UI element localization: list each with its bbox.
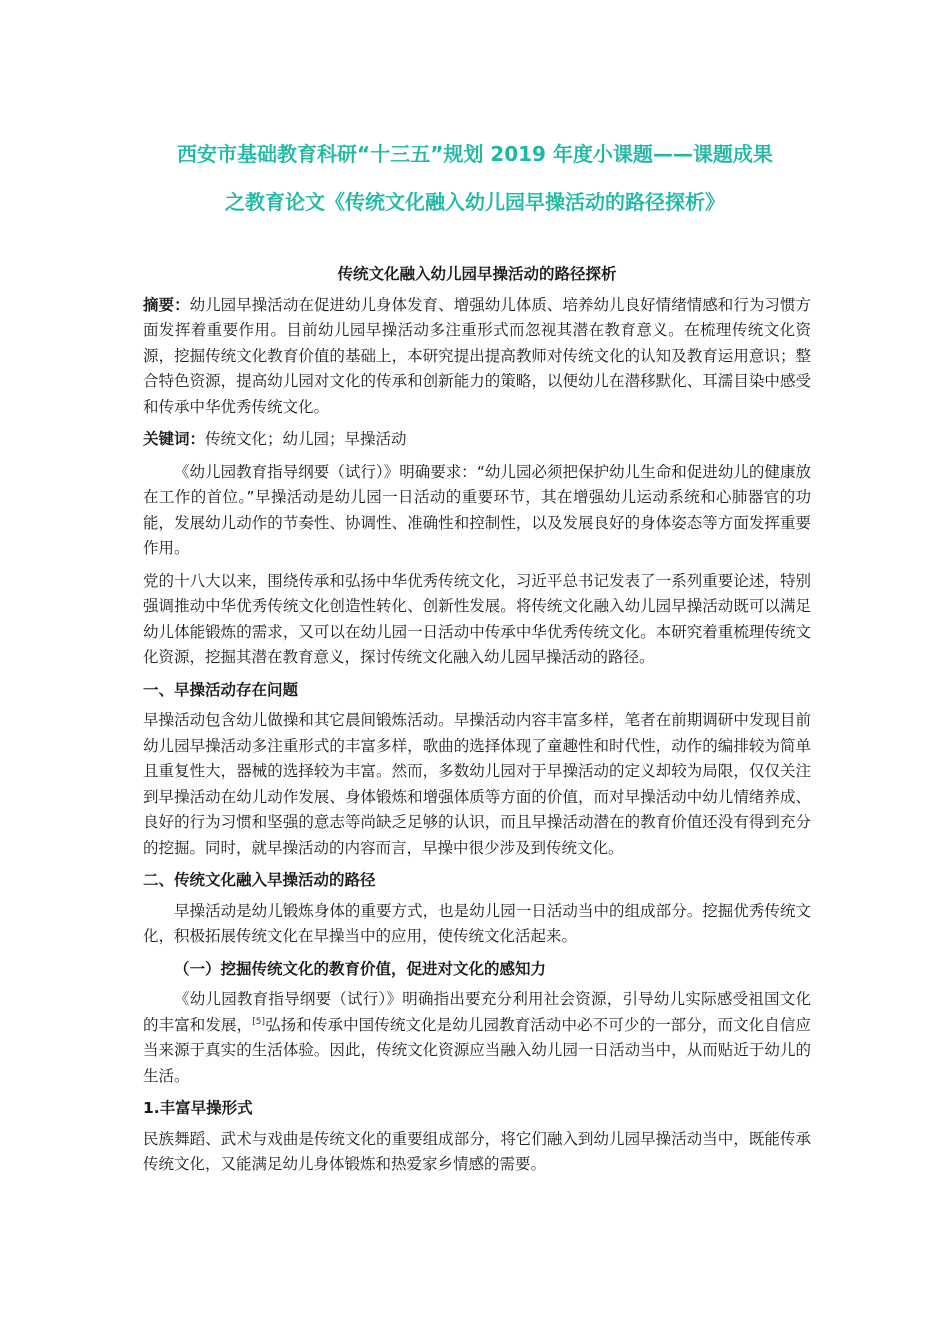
subsection-1-text-a: 《幼儿园教育指导纲要（试行）》明确指出要充分利用社会资源，引导幼儿实际感受祖国文化的丰富和发展， [143,990,811,1034]
intro-1-text-a: 《幼儿园教育指导纲要（试行）》明确要求：“幼儿园必须把保护幼儿生命和促进幼儿的健康放在工作的首位。” [143,462,811,506]
citation-ref: [5] [252,1016,265,1027]
subsection-1-paragraph [143,987,811,1089]
intro-1-text-b: 早操活动是幼儿园一日活动的重要环节，其在增强幼儿运动系统和心肺器官的功能，发展幼儿动作的节奏性、协调性、准确性和控制性，以及发展良好的身体姿态等方面发挥重要作用。 [143,488,812,557]
section-1-paragraph [143,708,811,861]
keywords-label: 关键词： [143,430,206,448]
abstract-label: 摘要： [143,295,190,314]
section-1-text-b: 同时，就早操活动的内容而言，早操中很少涉及到传统文化。 [205,838,624,857]
paper-title: 传统文化融入幼儿园早操活动的路径探析 [337,265,617,283]
section-2-heading: 二、传统文化融入早操活动的路径 [143,871,376,889]
keywords-paragraph [143,427,811,453]
intro-2-text-b: 将传统文化融入幼儿园早操活动既可以满足幼儿体能锻炼的需求，又可以在幼儿园一日活动中传承中华优秀传统文化。本研究着重梳理传统文化资源，挖掘其潜在教育意义，探讨传统文化融入幼儿园早操活动的路径。 [143,597,811,666]
item-1-heading: 1.丰富早操形式 [143,1099,253,1117]
intro-paragraph-2 [143,569,811,671]
abstract-paragraph [143,293,811,421]
subsection-1-text-b: 弘扬和传承中国传统文化是幼儿园教育活动中必不可少的一部分，而文化自信应当来源于真实的生活体验。因此，传统文化资源应当融入幼儿园一日活动当中，从而贴近于幼儿的生活。 [143,1015,811,1085]
subsection-1-heading: （一）挖掘传统文化的教育价值，促进对文化的感知力 [174,959,547,978]
title-line-1: 西安市基础教育科研“十三五”规划 2019 年度小课题——课题成果 [177,142,773,166]
keywords-text: 传统文化；幼儿园；早操活动 [205,430,407,448]
section-1-text-a: 早操活动包含幼儿做操和其它晨间锻炼活动。早操活动内容丰富多样，笔者在前期调研中发现目前幼儿园早操活动多注重形式的丰富多样，歌曲的选择体现了童趣性和时代性，动作的编排较为简单且重复性大，器械的选择较为丰富。然而，多数幼儿园对于早操活动的定义却较为局限，仅仅关注到早操活动在幼儿动作发展、身体锻炼和增强体质等方面的价值，而对早操活动中幼儿情绪养成、良好的行为习惯和坚强的意志等尚缺乏足够的认识，而且早操活动潜在的教育价值还没有得到充分的挖掘。 [143,711,811,857]
section-2-paragraph: 早操活动是幼儿锻炼身体的重要方式，也是幼儿园一日活动当中的组成部分。挖掘优秀传统文化，积极拓展传统文化在早操当中的应用，使传统文化活起来。 [143,901,811,945]
title-line-2: 之教育论文《传统文化融入幼儿园早操活动的路径探析》 [225,190,725,214]
document-body [143,262,811,1185]
section-1-heading: 一、早操活动存在问题 [143,680,299,699]
item-1-paragraph: 民族舞蹈、武术与戏曲是传统文化的重要组成部分，将它们融入到幼儿园早操活动当中，既能传承传统文化，又能满足幼儿身体锻炼和热爱家乡情感的需要。 [143,1129,811,1173]
document-title [120,130,830,226]
intro-paragraph-1 [143,460,811,562]
intro-2-text-a: 党的十八大以来，围绕传承和弘扬中华优秀传统文化，习近平总书记发表了一系列重要论述，特别强调推动中华优秀传统文化创造性转化、创新性发展。 [143,571,811,615]
abstract-text: 幼儿园早操活动在促进幼儿身体发育、增强幼儿体质、培养幼儿良好情绪情感和行为习惯方面发挥着重要作用。目前幼儿园早操活动多注重形式而忽视其潜在教育意义。在梳理传统文化资源，挖掘传统文化教育价值的基础上，本研究提出提高教师对传统文化的认知及教育运用意识；整合特色资源，提高幼儿园对文化的传承和创新能力的策略，以便幼儿在潜移默化、耳濡目染中感受和传承中华优秀传统文化。 [143,295,811,416]
